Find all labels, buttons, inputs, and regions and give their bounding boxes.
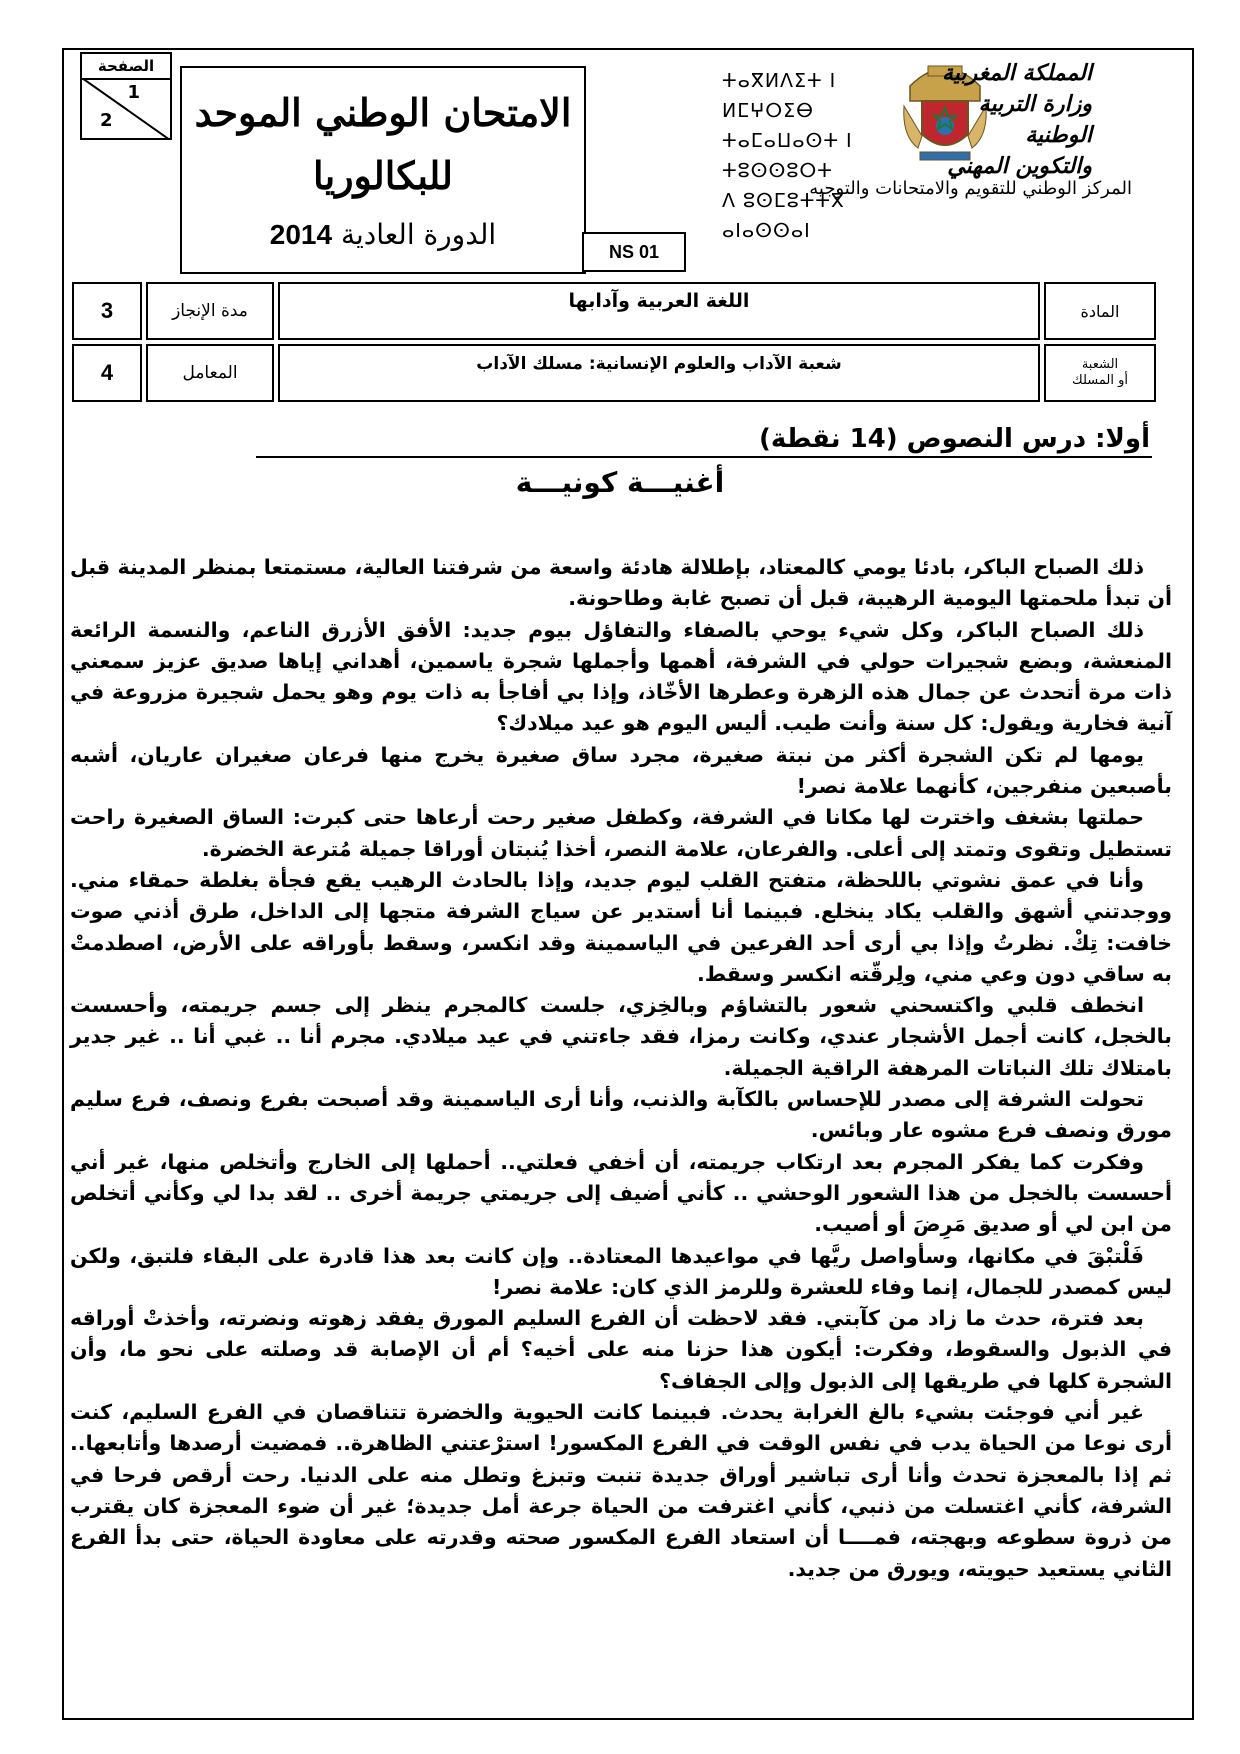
diagonal-divider-icon xyxy=(82,78,170,140)
branch-label xyxy=(1044,344,1156,402)
ministry-line1: المملكة المغربية xyxy=(942,60,1092,86)
duration-label: مدة الإنجاز xyxy=(146,282,274,340)
branch-label-1: الشعبة xyxy=(1081,357,1119,372)
paragraph: ذلك الصباح الباكر، بادئا يومي كالمعتاد، بإطلالة هادئة واسعة من شرفتنا العالية، مستمتعا بمنظر المدينة قبل أن تبدأ ملحمتها اليومية الرهيبة، قبل أن تصبح غابة وطاحونة. xyxy=(70,555,1172,611)
paragraph: وفكرت كما يفكر المجرم بعد ارتكاب جريمته، أن أخفي فعلتي.. أحملها إلى الخارج وأتخلص منها، غير أني أحسست بالخجل من هذا الشعور الوحشي .. كأني أضيف إلى جريمتي جريمة أخرى .. لقد بدا لي وكأني أتخلص من ابن لي أو صديق مَرِضَ أو أصيب. xyxy=(70,1149,1172,1237)
branch-label-2: أو المسلك xyxy=(1072,373,1128,388)
paragraph: انخطف قلبي واكتسحني شعور بالتشاؤم وبالخِزي، جلست كالمجرم ينظر إلى جسم جريمته، وأحسست بالخجل، كانت أجمل الأشجار عندي، وكانت رمزا، فقد جاءتني في عيد ميلادي. مجرم أنا .. غبي أنا .. غير جدير بامتلاك تلك النباتات المرهفة الراقية الجميلة. xyxy=(70,993,1172,1080)
exam-title-line1: الامتحان الوطني الموحد xyxy=(194,90,572,135)
page-current: 1 xyxy=(127,82,140,103)
section-underline xyxy=(256,456,1152,458)
ministry-name xyxy=(912,58,1092,182)
coef-value: 4 xyxy=(72,344,142,402)
tifinagh-line2: ⵜⴰⵎⴰⵡⴰⵙⵜ ⵏ ⵜⵓⵙⵙⵓⵔⵜ xyxy=(722,130,853,182)
exam-title-line2: للبكالوريا xyxy=(313,153,453,198)
paragraph: يومها لم تكن الشجرة أكثر من نبتة صغيرة، مجرد ساق صغيرة يخرج منها فرعان صغيران عاريان، أشبه بأصبعين منفرجين، كأنهما علامة نصر! xyxy=(70,742,1172,799)
subject-value: اللغة العربية وآدابها xyxy=(278,282,1040,340)
text-title: أغنيـــة كونيـــة xyxy=(515,466,725,499)
paragraph: غير أني فوجئت بشيء بالغ الغرابة يحدث. فبينما كانت الحيوية والخضرة تتناقصان في الفرع السليم، كنت أرى نوعا من الحياة يدب في نفس الوقت في الفرع المكسور! استرْعتني الظاهرة.. فمضيت أرصدها وأتابعها.. ثم إذا بالمعجزة تحدث وأنا أرى تباشير أوراق جديدة تنبت وتبزغ وتطل منه على الدنيا. رحت أرقص فرحا في الشرفة، كأني اغتسلت من ذنبي، كأني اغترفت من الحياة جرعة أمل جديدة؛ غير أن ضوء المعجزة كان يقترب من ذروة سطوعه وبهجته، فمــــا أن استعاد الفرع المكسور صحته وقدرته على معاودة الحياة، حتى بدأ الفرع الثاني يستعيد حيويته، ويورق من جديد. xyxy=(70,1400,1172,1581)
tifinagh-header xyxy=(722,66,902,246)
paragraph: تحولت الشرفة إلى مصدر للإحساس بالكآبة والذنب، وأنا أرى الياسمينة وقد أصبحت بفرع ونصف، فرع سليم مورق ونصف فرع مشوه عار وبائس. xyxy=(70,1087,1172,1143)
page-label: الصفحة xyxy=(82,56,170,80)
session-label: الدورة العادية xyxy=(340,218,497,251)
branch-value: شعبة الآداب والعلوم الإنسانية: مسلك الآداب xyxy=(278,344,1040,402)
paragraph: حملتها بشغف واخترت لها مكانا في الشرفة، وكطفل صغير رحت أرعاها حتى كبرت: الساق الصغيرة راحت تستطيل وتقوى وتمتد إلى أعلى. والفرعان، علامة النصر، أخذا يُنبتان أوراقا جميلة مُترعة الخضرة. xyxy=(70,805,1172,861)
tifinagh-line1: ⵜⴰⴳⵍⴷⵉⵜ ⵏ ⵍⵎⵖⵔⵉⴱ xyxy=(722,70,837,122)
section-title: أولا: درس النصوص (14 نقطة) xyxy=(759,424,1150,454)
paragraph: ذلك الصباح الباكر، وكل شيء يوحي بالصفاء والتفاؤل بيوم جديد: الأفق الأزرق الناعم، والنسمة الرائعة المنعشة، وبضع شجيرات حولي في الشرفة، أهمها وأجملها شجرة ياسمين، أهداني إياها صديق عزيز سمعني ذات مرة أتحدث عن جمال هذه الزهرة وعطرها الأخّاذ، وإذا بي أفاجأ به ذات يوم وهو يحمل شجيرة مزروعة في آنية فخارية ويقول: كل سنة وأنت طيب. أليس اليوم هو عيد ميلادك؟ xyxy=(70,617,1172,736)
tifinagh-line3: ⴷ ⵓⵙⵎⵓⵜⵜⴳ ⴰⵏⴰⵙⵙⴰⵏ xyxy=(722,190,845,242)
duration-value: 3 xyxy=(72,282,142,340)
center-name: المركز الوطني للتقويم والامتحانات والتوجيه xyxy=(809,178,1132,199)
paragraph: فَلْتبْقَ في مكانها، وسأواصل ريَّها في مواعيدها المعتادة.. وإن كانت بعد هذا قادرة على البقاء فلتبق، ولكن ليس كمصدر للجمال، إنما وفاء للعشرة وللرمز الذي كان: علامة نصر! xyxy=(70,1243,1172,1299)
page-total: 2 xyxy=(100,110,113,131)
ministry-line3: والتكوين المهني xyxy=(947,153,1092,179)
paragraph: وأنا في عمق نشوتي باللحظة، متفتح القلب ليوم جديد، وإذا بالحادث الرهيب يقع فجأة بغلطة حمقاء مني. ووجدتني أشهق والقلب يكاد ينخلع. فبينما أنا أستدير عن سياج الشرفة متجها إلى الداخل، طرق أذني صوت خافت: تِكْ. نظرتُ وإذا بي أرى أحد الفرعين في الياسمينة وقد انكسر، وسقط بأوراقه على الأرض، اصطدمتْ به ساقي دون وعي مني، ولِرقّته انكسر وسقط. xyxy=(70,867,1172,986)
page-number-box xyxy=(80,52,172,140)
session-year: 2014 xyxy=(269,219,333,250)
exam-code: NS 01 xyxy=(582,232,686,272)
session xyxy=(182,218,584,251)
passage xyxy=(70,552,1172,1585)
coef-label: المعامل xyxy=(146,344,274,402)
ministry-line2: وزارة التربية الوطنية xyxy=(978,91,1092,148)
exam-title-box xyxy=(180,66,586,274)
subject-label: المادة xyxy=(1044,282,1156,340)
paragraph: بعد فترة، حدث ما زاد من كآبتي. فقد لاحظت أن الفرع السليم المورق يفقد زهوته ونضرته، وأخذتْ أوراقه في الذبول والسقوط، وفكرت: أيكون هذا حزنا منه على أخيه؟ أم أن الإصابة قد وصلته على نحو ما، وأن الشجرة كلها في طريقها إلى الذبول وإلى الجفاف؟ xyxy=(70,1306,1172,1393)
